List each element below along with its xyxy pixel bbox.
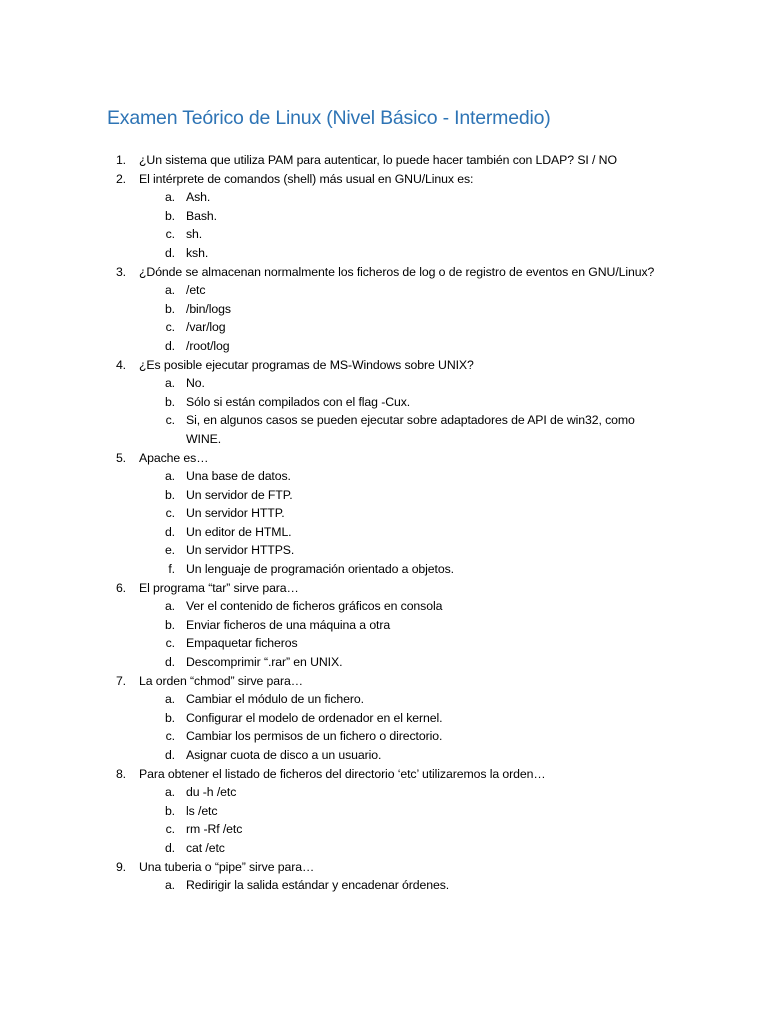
question-row (0, 858, 768, 877)
question-row (0, 170, 768, 189)
question-text: ¿Es posible ejecutar programas de MS-Windows sobre UNIX? (139, 357, 474, 372)
option-text: /etc (186, 283, 206, 298)
option-text: Bash. (186, 208, 217, 223)
question-text: La orden “chmod” sirve para… (139, 673, 303, 688)
answer-option (0, 188, 768, 207)
question-item (0, 151, 768, 170)
answer-option (0, 727, 768, 746)
option-letter: a. (164, 878, 175, 893)
question-number: 8. (115, 766, 126, 781)
answer-option (0, 281, 768, 300)
question-row (0, 356, 768, 375)
question-text: Para obtener el listado de ficheros del directorio ‘etc’ utilizaremos la orden… (139, 766, 546, 781)
question-number: 2. (115, 171, 126, 186)
question-item (0, 579, 768, 672)
option-letter: c. (165, 636, 175, 651)
answer-option (0, 393, 768, 412)
option-letter: d. (164, 245, 175, 260)
question-row (0, 263, 768, 282)
option-letter: c. (165, 822, 175, 837)
option-letter: f. (168, 562, 175, 577)
question-item (0, 170, 768, 263)
option-letter: b. (164, 301, 175, 316)
option-text: Un servidor HTTPS. (186, 543, 295, 558)
option-letter: d. (164, 748, 175, 762)
question-number: 1. (115, 153, 126, 167)
question-row (0, 151, 768, 170)
answer-option (0, 207, 768, 226)
option-text: Ver el contenido de ficheros gráficos en consola (186, 599, 443, 614)
option-text: Si, en algunos casos se pueden ejecutar sobre adaptadores de API de win32, como WINE. (186, 413, 635, 446)
option-text: Sólo si están compilados con el flag -Cux. (186, 394, 411, 409)
question-text: El programa “tar” sirve para… (139, 580, 299, 595)
answer-option (0, 523, 768, 542)
option-letter: a. (164, 599, 175, 614)
option-letter: d. (164, 840, 175, 855)
option-text: Un lenguaje de programación orientado a objetos. (186, 562, 454, 577)
answer-option (0, 839, 768, 858)
option-letter: a. (164, 469, 175, 484)
option-text: Un servidor HTTP. (186, 506, 285, 521)
option-text: rm -Rf /etc (186, 822, 243, 837)
option-text: No. (186, 376, 205, 391)
option-letter: b. (164, 394, 175, 409)
answer-option (0, 318, 768, 337)
option-text: sh. (186, 227, 203, 242)
answer-option (0, 634, 768, 653)
question-text: El intérprete de comandos (shell) más usual en GNU/Linux es: (139, 171, 474, 186)
option-text: Cambiar los permisos de un fichero o directorio. (186, 729, 443, 744)
option-letter: c. (165, 729, 175, 744)
question-number: 3. (115, 264, 126, 279)
option-text: /root/log (186, 338, 230, 353)
option-letter: e. (164, 543, 175, 558)
question-item (0, 356, 768, 449)
question-text: Apache es… (139, 450, 209, 465)
answer-option (0, 467, 768, 486)
option-letter: d. (164, 524, 175, 539)
answer-option (0, 820, 768, 839)
answer-option (0, 709, 768, 728)
question-number: 4. (115, 357, 126, 372)
option-text: Configurar el modelo de ordenador en el kernel. (186, 710, 443, 725)
option-text: ksh. (186, 245, 209, 260)
option-text: Un editor de HTML. (186, 524, 292, 539)
question-item (0, 765, 768, 858)
answer-option (0, 411, 768, 448)
option-text: Un servidor de FTP. (186, 487, 293, 502)
question-text: ¿Dónde se almacenan normalmente los ficheros de log o de registro de eventos en GNU/Linux? (139, 264, 655, 279)
option-text: Cambiar el módulo de un fichero. (186, 692, 364, 707)
option-letter: d. (164, 338, 175, 353)
question-row (0, 449, 768, 468)
answer-option (0, 504, 768, 523)
option-text: Enviar ficheros de una máquina a otra (186, 617, 391, 632)
question-item (0, 858, 768, 895)
option-letter: b. (164, 710, 175, 725)
option-letter: c. (165, 227, 175, 242)
answer-option (0, 486, 768, 505)
question-number: 7. (115, 673, 126, 688)
option-letter: b. (164, 487, 175, 502)
option-text: /bin/logs (186, 301, 231, 316)
option-letter: a. (164, 692, 175, 707)
question-item (0, 449, 768, 579)
answer-option (0, 597, 768, 616)
answer-option (0, 337, 768, 356)
option-letter: d. (164, 655, 175, 670)
question-number: 6. (115, 580, 126, 595)
question-row (0, 672, 768, 691)
option-letter: a. (164, 190, 175, 205)
answer-option (0, 690, 768, 709)
option-letter: c. (165, 413, 175, 428)
option-text: cat /etc (186, 840, 225, 855)
option-letter: c. (165, 320, 175, 335)
option-letter: b. (164, 208, 175, 223)
answer-option (0, 653, 768, 672)
option-letter: a. (164, 376, 175, 391)
option-text: Descomprimir “.rar” en UNIX. (186, 655, 343, 670)
option-letter: b. (164, 803, 175, 818)
answer-option (0, 783, 768, 802)
option-text: Ash. (186, 190, 211, 205)
option-text: du -h /etc (186, 785, 237, 800)
option-text: Empaquetar ficheros (186, 636, 298, 651)
answer-option (0, 876, 768, 895)
question-number: 5. (115, 450, 126, 465)
question-item (0, 672, 768, 765)
question-row (0, 579, 768, 598)
question-list (0, 151, 768, 895)
question-row (0, 765, 768, 784)
option-text: Redirigir la salida estándar y encadenar órdenes. (186, 878, 450, 893)
answer-option (0, 374, 768, 393)
question-item (0, 263, 768, 356)
answer-option (0, 616, 768, 635)
option-letter: a. (164, 785, 175, 800)
option-text: Una base de datos. (186, 469, 291, 484)
answer-option (0, 225, 768, 244)
option-letter: b. (164, 617, 175, 632)
answer-option (0, 802, 768, 821)
question-text: Una tuberia o “pipe” sirve para… (139, 859, 315, 874)
question-number: 9. (115, 859, 126, 874)
question-text: ¿Un sistema que utiliza PAM para autenticar, lo puede hacer también con LDAP? SI / NO (139, 153, 617, 167)
page-title: Examen Teórico de Linux (Nivel Básico - Intermedio) (107, 107, 551, 129)
answer-option (0, 560, 768, 579)
answer-option (0, 244, 768, 263)
option-letter: c. (165, 506, 175, 521)
option-text: Asignar cuota de disco a un usuario. (186, 748, 382, 762)
answer-option (0, 541, 768, 560)
answer-option (0, 746, 768, 765)
answer-option (0, 300, 768, 319)
option-text: /var/log (186, 320, 226, 335)
option-text: ls /etc (186, 803, 218, 818)
option-letter: a. (164, 283, 175, 298)
